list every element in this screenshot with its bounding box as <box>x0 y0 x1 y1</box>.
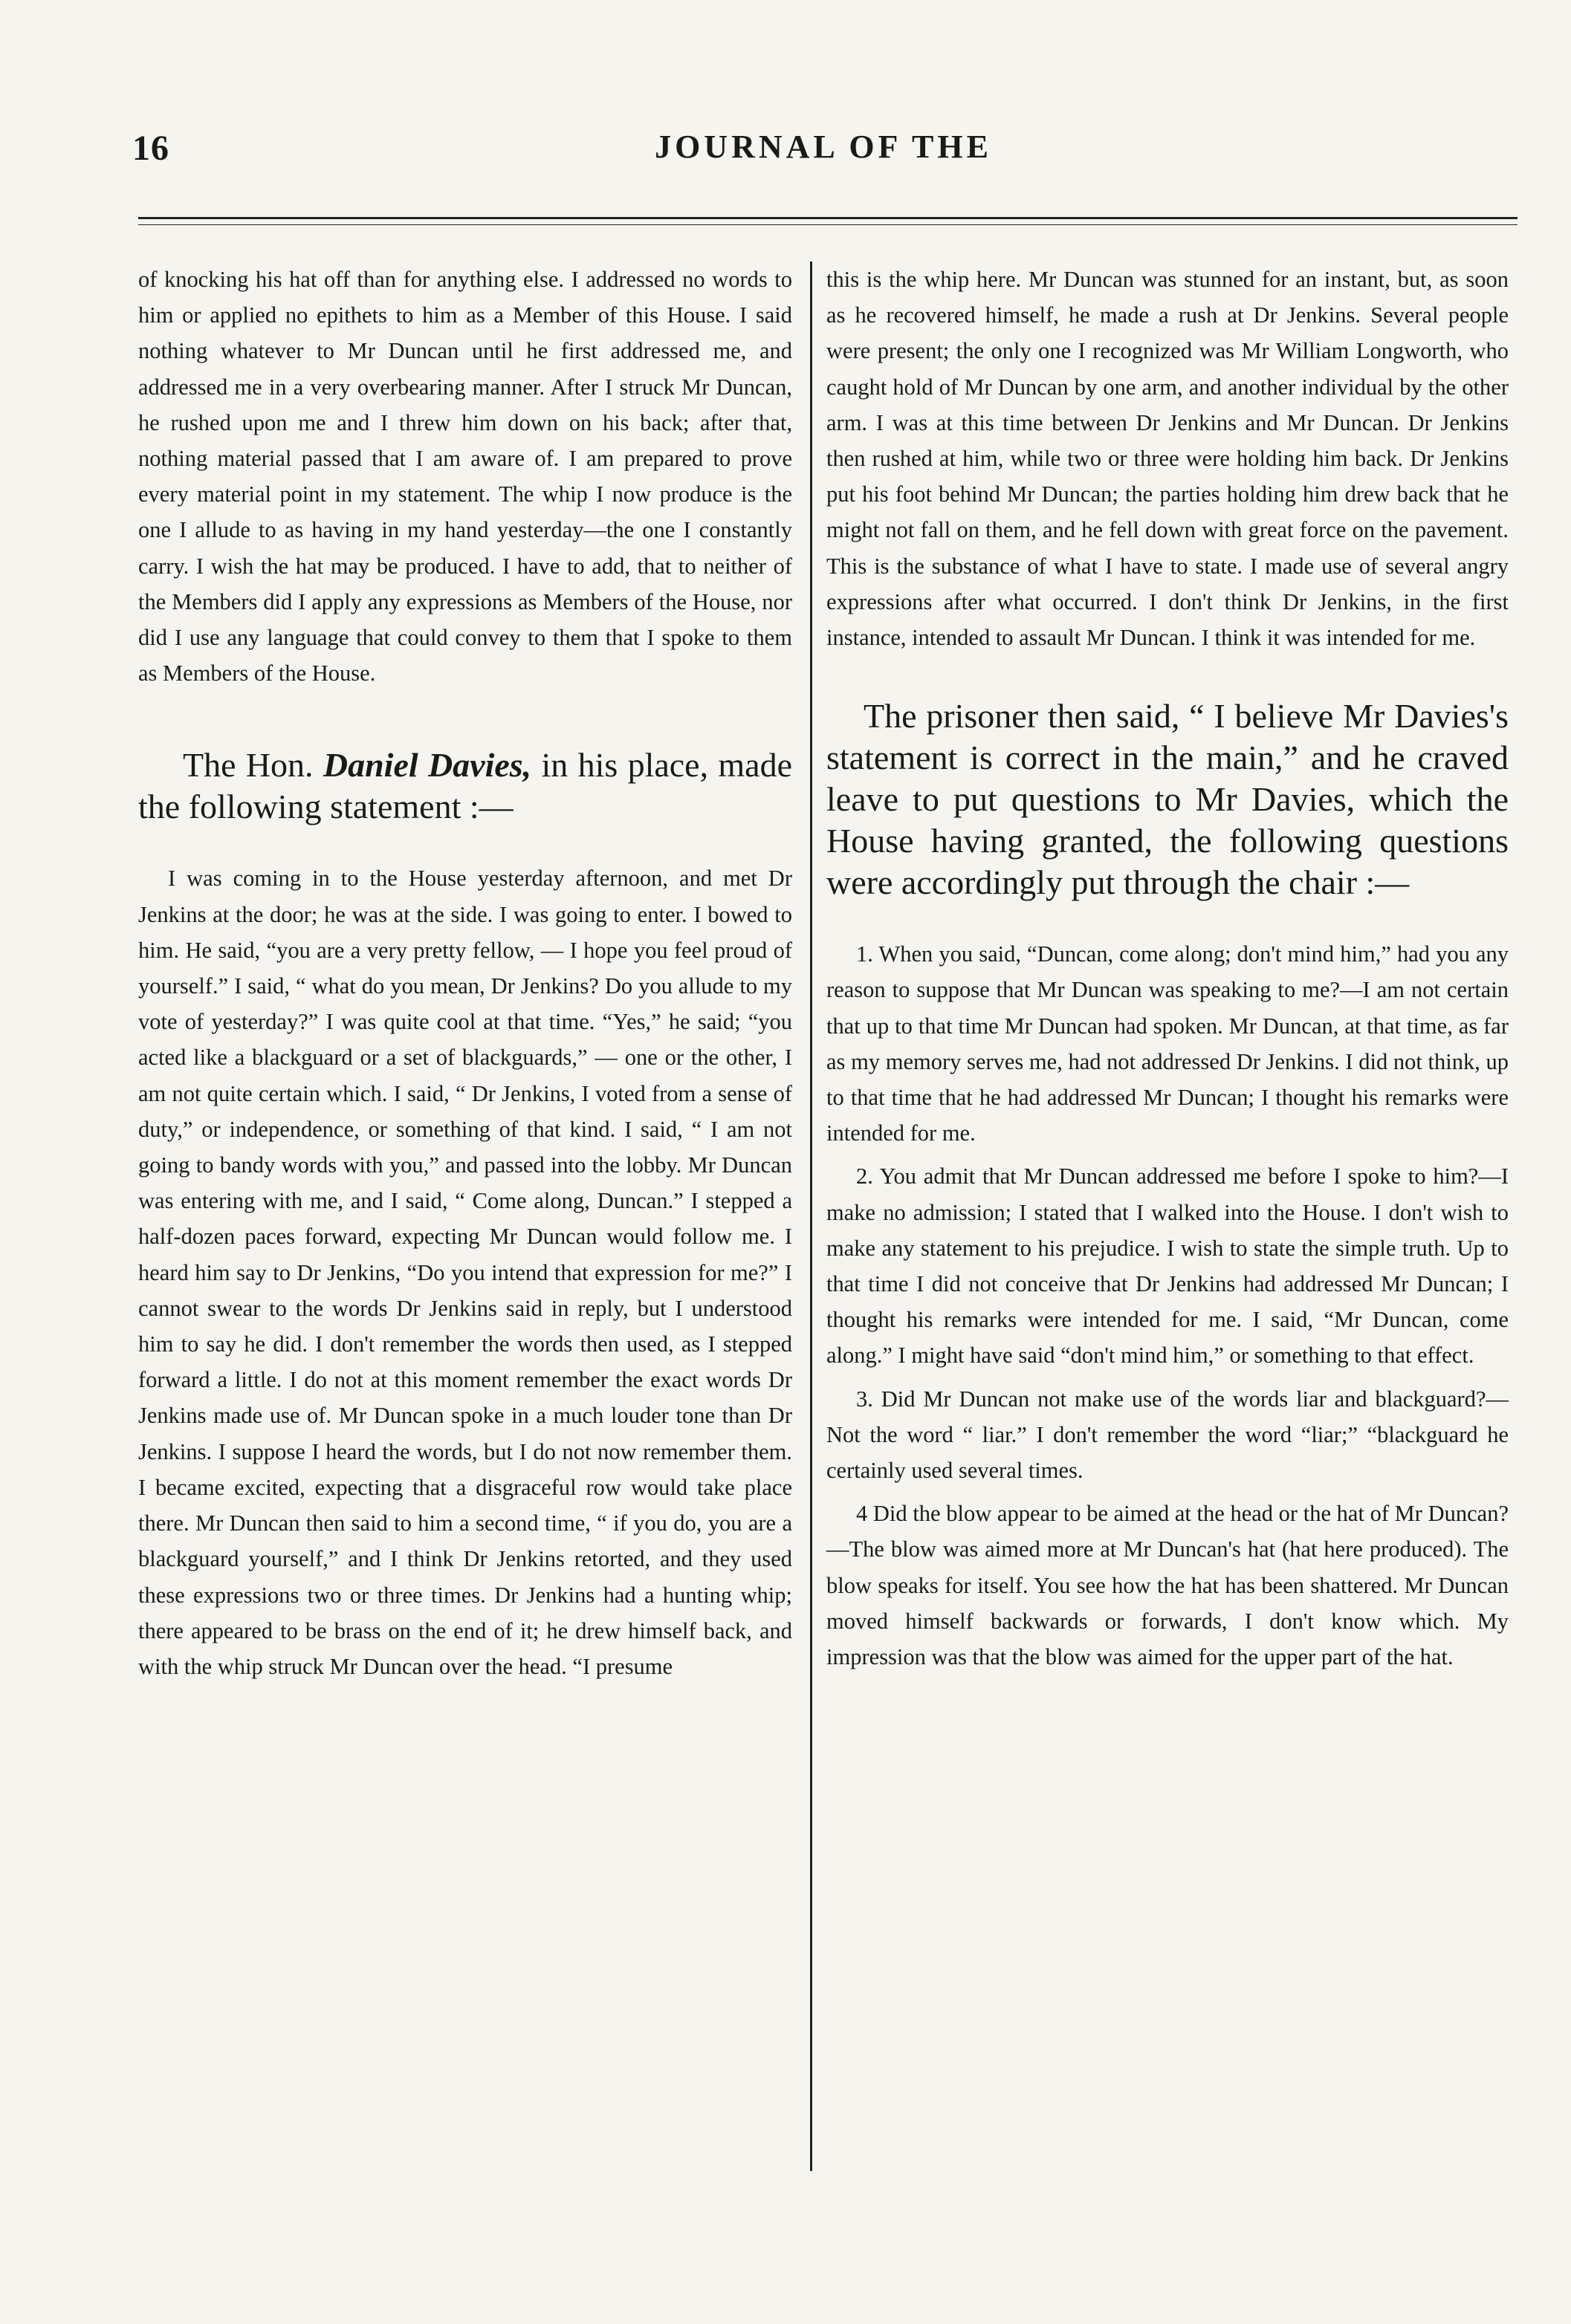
left-column <box>138 262 792 1684</box>
questions-list <box>826 936 1509 1675</box>
question-item: 2. You admit that Mr Duncan addressed me before I spoke to him?—I make no admission; I stated that I walked into the House. I don't wish to make any statement to his prejudice. I wish to state the simple truth. Up to that time I did not conceive that Dr Jenkins had addressed Mr Duncan; I thought his remarks were intended for me. I said, “Mr Duncan, come along.” I might have said “don't mind him,” or something to that effect. <box>826 1163 1509 1369</box>
column-divider <box>810 262 812 2171</box>
statement-heading <box>138 744 792 828</box>
header-rule-thin <box>138 224 1517 225</box>
question-item: 1. When you said, “Duncan, come along; don't mind him,” had you any reason to suppose that Mr Duncan was speaking to me?—I am not certain that up to that time Mr Duncan had spoken. Mr Duncan, at that time, as far as my memory serves me, had not addressed Dr Jenkins. I did not think, up to that time that he had addressed Mr Duncan; I thought his remarks were intended for me. <box>826 941 1509 1146</box>
questions-heading: The prisoner then said, “ I believe Mr Davies's statement is correct in the main,” and he craved leave to put questions to Mr Davies, which the House having granted, the following questions were accordingly put through the chair :— <box>826 697 1509 902</box>
testimony-continued-paragraph: of knocking his hat off than for anything else. I addressed no words to him or applied no epithets to him as a Member of this House. I said nothing whatever to Mr Duncan until he first addressed me, and addressed me in a very overbearing manner. After I struck Mr Duncan, he rushed upon me and I threw him down on his back; after that, nothing material passed that I am aware of. I am prepared to prove every material point in my statement. The whip I now produce is the one I allude to as having in my hand yesterday—the one I constantly carry. I wish the hat may be produced. I have to add, that to neither of the Members did I apply any expressions as Members of the House, nor did I use any language that could convey to them that I spoke to them as Members of the House. <box>138 267 792 687</box>
speaker-name: Daniel Davies, <box>323 746 532 785</box>
question-item: 3. Did Mr Duncan not make use of the words liar and blackguard?—Not the word “ liar.” I don't remember the word “liar;” “blackguard he certainly used several times. <box>826 1386 1509 1484</box>
page-number: 16 <box>132 129 169 168</box>
right-column <box>826 262 1509 1675</box>
header-rule <box>138 217 1517 219</box>
question-item: 4 Did the blow appear to be aimed at the head or the hat of Mr Duncan?—The blow was aimed more at Mr Duncan's hat (hat here produced). The blow speaks for itself. You see how the hat has been shattered. Mr Duncan moved himself backwards or forwards, I don't know which. My impression was that the blow was aimed for the upper part of the hat. <box>826 1501 1509 1670</box>
heading-prefix: The Hon. <box>183 746 314 785</box>
statement-continued-paragraph: this is the whip here. Mr Duncan was stunned for an instant, but, as soon as he recovered himself, he made a rush at Dr Jenkins. Several people were present; the only one I recognized was Mr William Longworth, who caught hold of Mr Duncan by one arm, and another individual by the other arm. I was at this time between Dr Jenkins and Mr Duncan. Dr Jenkins then rushed at him, while two or three were holding him back. Dr Jenkins put his foot behind Mr Duncan; the parties holding him drew back that he might not fall on them, and he fell down with great force on the pavement. This is the substance of what I have to state. I made use of several angry expressions after what occurred. I don't think Dr Jenkins, in the first instance, intended to assault Mr Duncan. I think it was intended for me. <box>826 267 1509 651</box>
heading-suffix: in his place, made the following statement :— <box>138 746 793 826</box>
page-header <box>132 128 1515 180</box>
running-title: JOURNAL OF THE <box>655 129 992 165</box>
statement-paragraph: I was coming in to the House yesterday afternoon, and met Dr Jenkins at the door; he was at the side. I was going to enter. I bowed to him. He said, “you are a very pretty fellow, — I hope you feel proud of yourself.” I said, “ what do you mean, Dr Jenkins? Do you allude to my vote of yesterday?” I was quite cool at that time. “Yes,” he said; “you acted like a blackguard or a set of blackguards,” — one or the other, I am not quite certain which. I said, “ Dr Jenkins, I voted from a sense of duty,” or independence, or something of that kind. I said, “ I am not going to bandy words with you,” and passed into the lobby. Mr Duncan was entering with me, and I said, “ Come along, Duncan.” I stepped a half-dozen paces forward, expecting Mr Duncan would follow me. I heard him say to Dr Jenkins, “Do you intend that expression for me?” I cannot swear to the words Dr Jenkins said in reply, but I understood him to say he did. I don't remember the words then used, as I stepped forward a little. I do not at this moment remember the exact words Dr Jenkins made use of. Mr Duncan spoke in a much louder tone than Dr Jenkins. I suppose I heard the words, but I do not now remember them. I became excited, expecting that a disgraceful row would take place there. Mr Duncan then said to him a second time, “ if you do, you are a blackguard yourself,” and I think Dr Jenkins retorted, and they used these expressions two or three times. Dr Jenkins had a hunting whip; there appeared to be brass on the end of it; he drew himself back, and with the whip struck Mr Duncan over the head. “I presume <box>138 866 792 1679</box>
